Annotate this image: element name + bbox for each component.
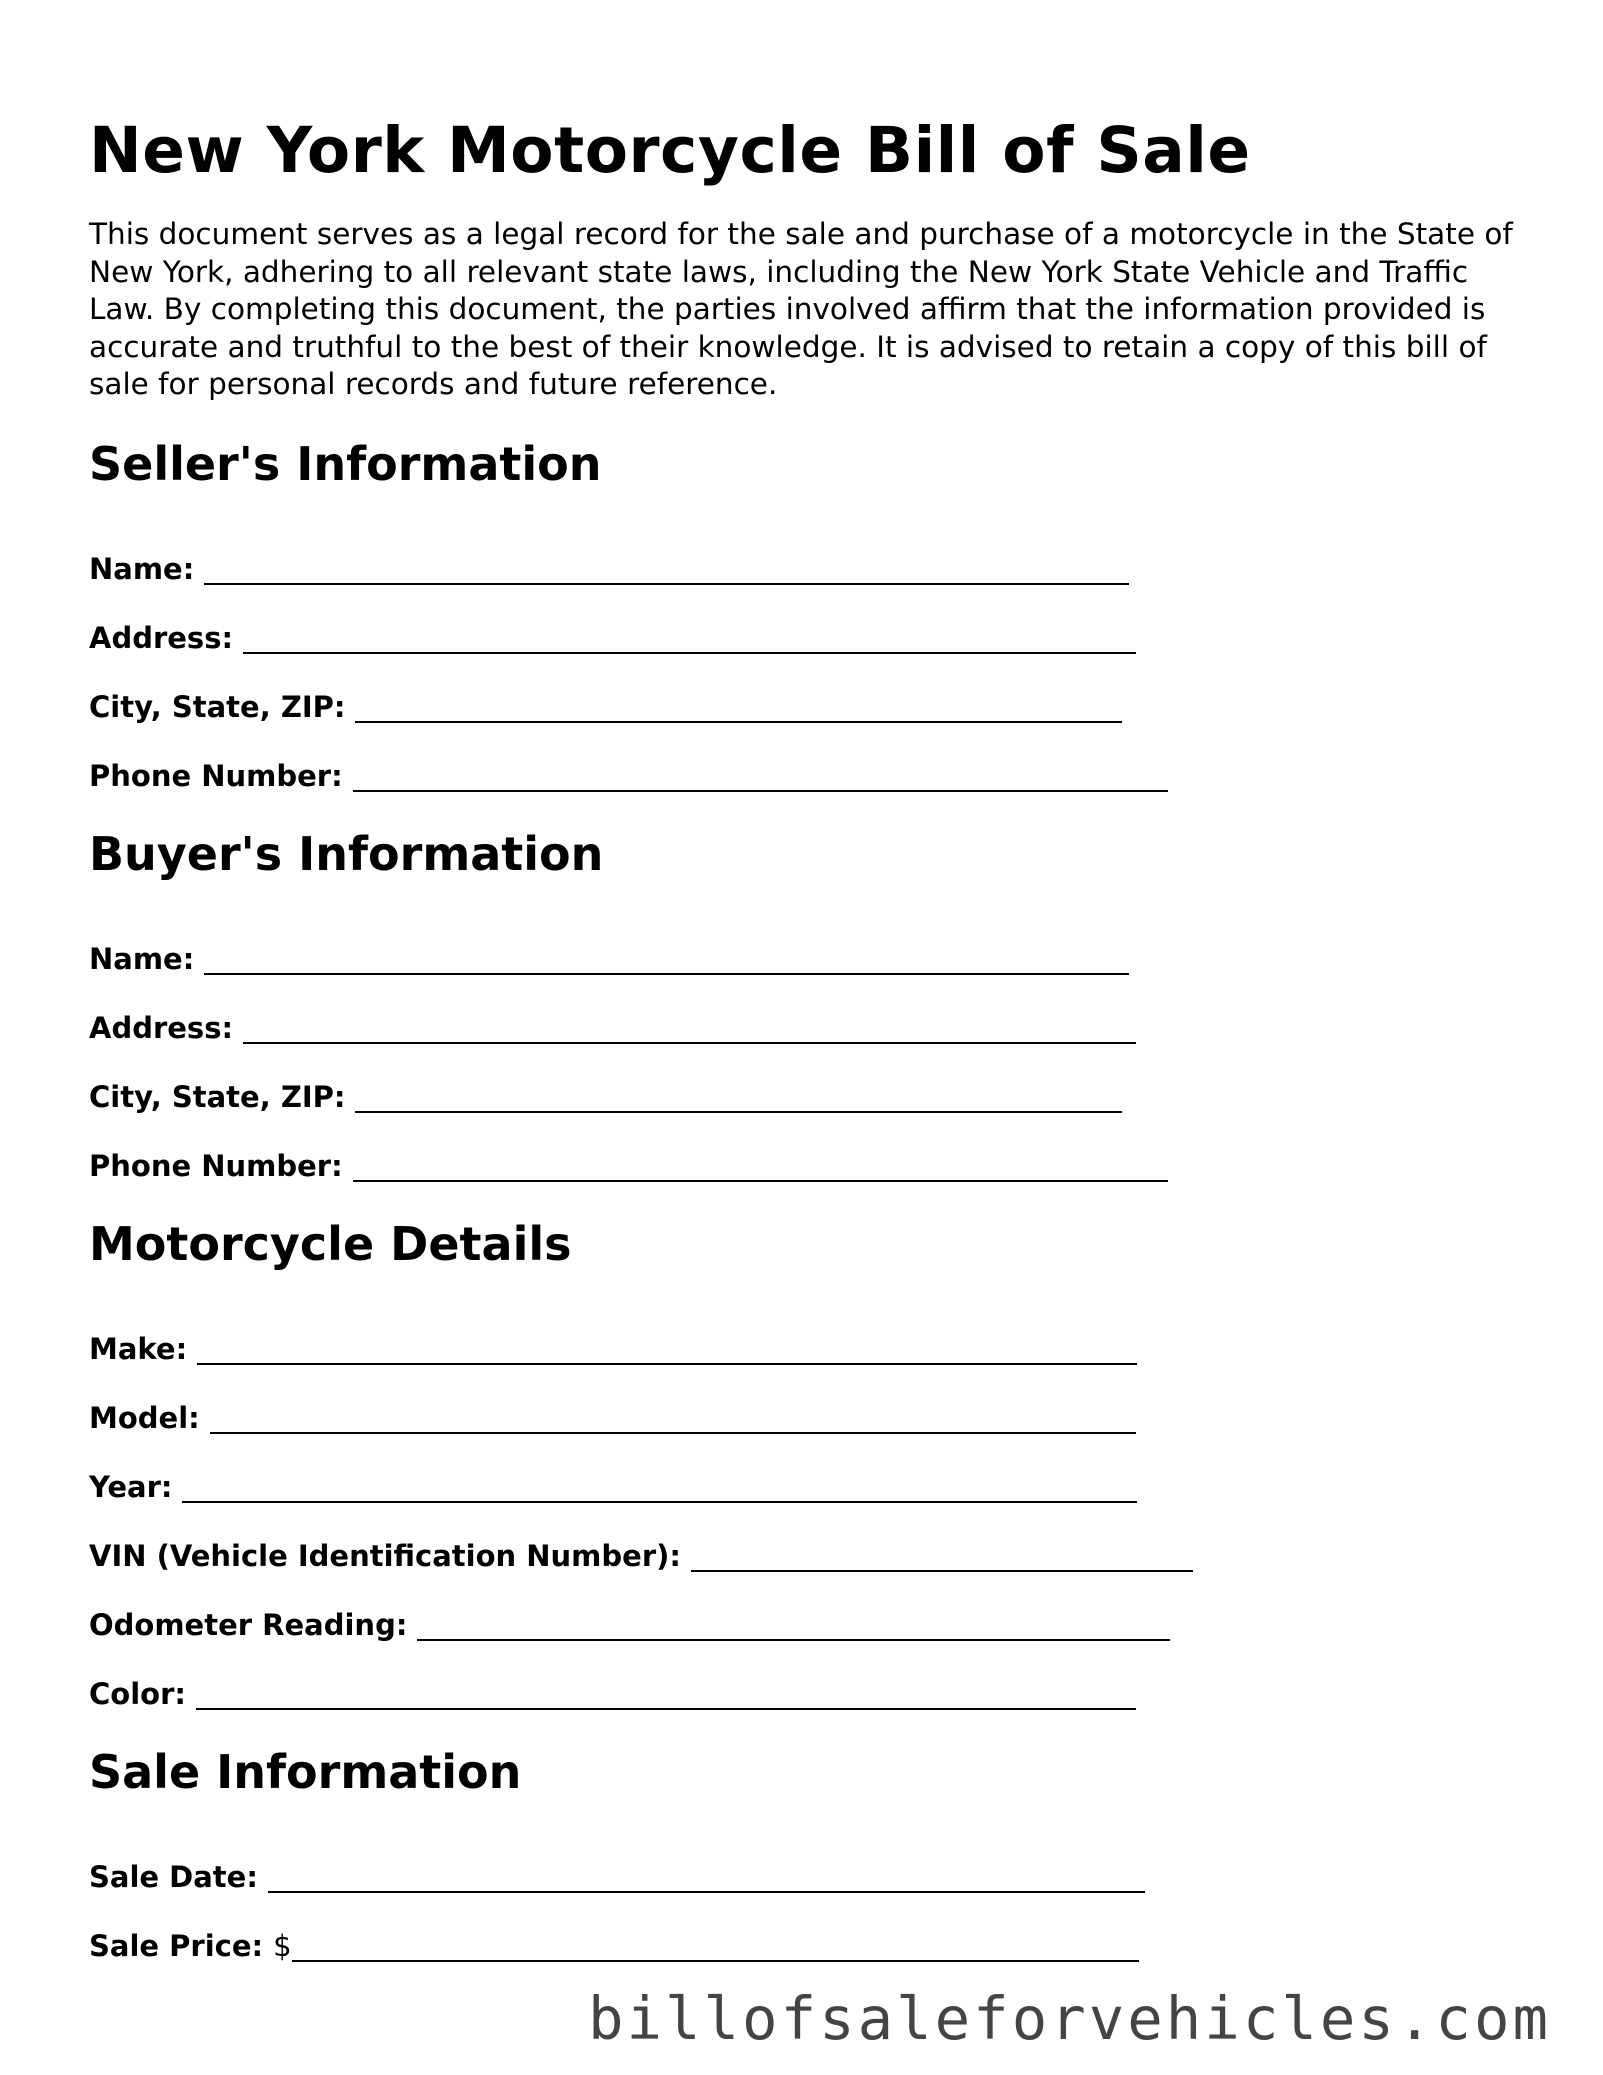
motorcycle-section	[89, 1214, 1519, 1712]
sale-price-label: Sale Price:	[89, 1928, 264, 1963]
seller-phone-line[interactable]	[353, 760, 1168, 792]
seller-heading: Seller's Information	[89, 436, 602, 491]
color-line[interactable]	[196, 1678, 1136, 1710]
vin-field	[89, 1505, 1519, 1574]
vin-line[interactable]	[691, 1540, 1193, 1572]
seller-name-line[interactable]	[204, 553, 1129, 585]
make-field	[89, 1298, 1519, 1367]
buyer-name-label: Name:	[89, 941, 195, 976]
buyer-city-line[interactable]	[355, 1081, 1122, 1113]
buyer-address-field	[89, 977, 1519, 1046]
odometer-field	[89, 1574, 1519, 1643]
seller-phone-label: Phone Number:	[89, 758, 343, 793]
make-line[interactable]	[197, 1333, 1137, 1365]
buyer-phone-field	[89, 1115, 1519, 1184]
sale-section	[89, 1742, 1519, 1964]
buyer-section	[89, 824, 1519, 1184]
seller-name-label: Name:	[89, 551, 195, 586]
sale-heading: Sale Information	[89, 1744, 522, 1799]
buyer-name-field	[89, 908, 1519, 977]
seller-name-field	[89, 518, 1519, 587]
seller-city-field	[89, 656, 1519, 725]
intro-paragraph: This document serves as a legal record for the sale and purchase of a motorcycle in the State of New York, adhering to all relevant state laws, including the New York State Vehicle and Traffic Law. By completing this document, the parties involved affirm that the information provided is accurate and truthful to the best of their knowledge. It is advised to retain a copy of this bill of sale for personal records and future reference.	[89, 217, 1513, 401]
odometer-label: Odometer Reading:	[89, 1607, 408, 1642]
seller-phone-field	[89, 725, 1519, 794]
model-field	[89, 1367, 1519, 1436]
document-page	[89, 110, 1519, 1964]
seller-address-label: Address:	[89, 620, 234, 655]
sale-date-field	[89, 1826, 1519, 1895]
vin-label: VIN (Vehicle Identification Number):	[89, 1538, 681, 1573]
buyer-city-label: City, State, ZIP:	[89, 1079, 346, 1114]
document-title: New York Motorcycle Bill of Sale	[89, 114, 1251, 187]
buyer-address-line[interactable]	[243, 1012, 1136, 1044]
sale-price-line[interactable]	[292, 1930, 1139, 1962]
model-label: Model:	[89, 1400, 200, 1435]
seller-city-line[interactable]	[355, 691, 1122, 723]
year-label: Year:	[89, 1469, 173, 1504]
motorcycle-heading: Motorcycle Details	[89, 1216, 572, 1271]
sale-price-field	[89, 1895, 1519, 1964]
sale-date-label: Sale Date:	[89, 1859, 258, 1894]
year-line[interactable]	[182, 1471, 1137, 1503]
seller-section	[89, 434, 1519, 794]
buyer-phone-label: Phone Number:	[89, 1148, 343, 1183]
watermark-url: billofsaleforvehicles.com	[587, 1984, 1551, 2053]
dollar-sign: $	[273, 1928, 292, 1963]
buyer-phone-line[interactable]	[353, 1150, 1168, 1182]
model-line[interactable]	[210, 1402, 1136, 1434]
color-label: Color:	[89, 1676, 186, 1711]
make-label: Make:	[89, 1331, 188, 1366]
buyer-name-line[interactable]	[204, 943, 1129, 975]
buyer-address-label: Address:	[89, 1010, 234, 1045]
sale-date-line[interactable]	[268, 1861, 1145, 1893]
color-field	[89, 1643, 1519, 1712]
buyer-city-field	[89, 1046, 1519, 1115]
year-field	[89, 1436, 1519, 1505]
buyer-heading: Buyer's Information	[89, 826, 604, 881]
seller-address-line[interactable]	[243, 622, 1136, 654]
seller-address-field	[89, 587, 1519, 656]
seller-city-label: City, State, ZIP:	[89, 689, 346, 724]
odometer-line[interactable]	[417, 1609, 1170, 1641]
